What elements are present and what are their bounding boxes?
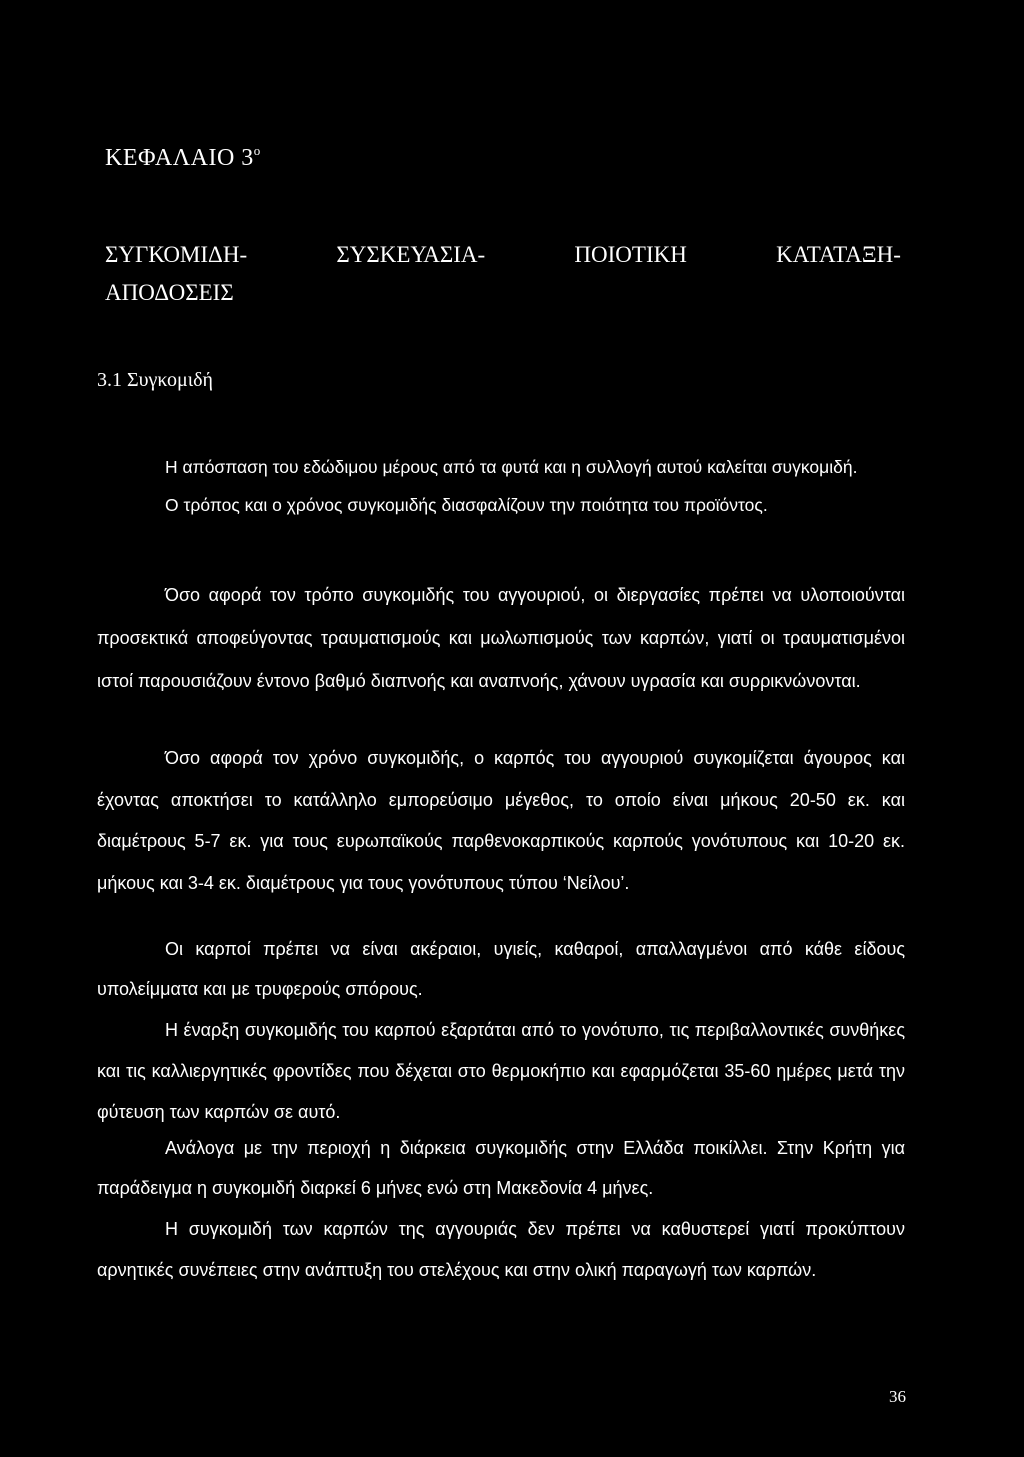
chapter-label: ΚΕΦΑΛΑΙΟ 3 [105,145,254,171]
paragraph-group [97,1128,905,1208]
paragraph-group [97,929,905,1009]
paragraph: Οι καρποί πρέπει να είναι ακέραιοι, υγιείς, καθαροί, απαλλαγμένοι από κάθε είδους υπολείμματα και με τρυφερούς σπόρους. [97,939,905,999]
paragraph: Η έναρξη συγκομιδής του καρπού εξαρτάται από το γονότυπο, τις περιβαλλοντικές συνθήκες και τις καλλιεργητικές φροντίδες που δέχεται στο θερμοκήπιο και εφαρμόζεται 35-60 ημέρες μετά την φύτευση των καρπών σε αυτό. [97,1020,905,1122]
chapter-title [105,236,905,312]
chapter-title-line-1 [105,236,901,274]
paragraph-group [97,574,905,703]
chapter-superscript: ο [253,143,261,158]
paragraph-group [97,1010,905,1133]
title-word: ΠΟΙΟΤΙΚΗ [574,242,687,267]
section-heading: 3.1 Συγκομιδή [97,369,214,391]
paragraph-group [97,448,905,524]
paragraph: Η συγκομιδή των καρπών της αγγουριάς δεν πρέπει να καθυστερεί γιατί προκύπτουν αρνητικές συνέπειες στην ανάπτυξη του στελέχους και στην ολική παραγωγή των καρπών. [97,1219,905,1280]
chapter-heading [105,143,261,172]
paragraph: Όσο αφορά τον τρόπο συγκομιδής του αγγουριού, οι διεργασίες πρέπει να υλοποιούνται προσεκτικά αποφεύγοντας τραυματισμούς και μωλωπισμούς των καρπών, γιατί οι τραυματισμένοι ιστοί παρουσιάζουν έντονο βαθμό διαπνοής και αναπνοής, χάνουν υγρασία και συρρικνώνονται. [97,585,905,691]
paragraph: Ανάλογα με την περιοχή η διάρκεια συγκομιδής στην Ελλάδα ποικίλλει. Στην Κρήτη για παράδειγμα η συγκομιδή διαρκεί 6 μήνες ενώ στη Μακεδονία 4 μήνες. [97,1138,905,1198]
chapter-title-line-2: ΑΠΟΔΟΣΕΙΣ [105,280,234,305]
title-word: ΣΥΓΚΟΜΙΔΗ- [105,242,248,267]
paragraph: Όσο αφορά τον χρόνο συγκομιδής, ο καρπός του αγγουριού συγκομίζεται άγουρος και έχοντας αποκτήσει το κατάλληλο εμπορεύσιμο μέγεθος, το οποίο είναι μήκους 20-50 εκ. και διαμέτρους 5-7 εκ. για τους ευρωπαϊκούς παρθενοκαρπικούς καρπούς γονότυπους και 10-20 εκ. μήκους και 3-4 εκ. διαμέτρους για τους γονότυπους τύπου ‘Νείλου’. [97,748,905,893]
title-word: ΣΥΣΚΕΥΑΣΙΑ- [336,242,486,267]
title-word: ΚΑΤΑΤΑΞΗ- [776,242,901,267]
page-number: 36 [889,1387,906,1406]
paragraph-group [97,738,905,904]
paragraph: Ο τρόπος και ο χρόνος συγκομιδής διασφαλίζουν την ποιότητα του προϊόντος. [165,495,768,515]
paragraph: Η απόσπαση του εδώδιμου μέρους από τα φυτά και η συλλογή αυτού καλείται συγκομιδή. [165,457,858,477]
paragraph-group [97,1209,905,1290]
